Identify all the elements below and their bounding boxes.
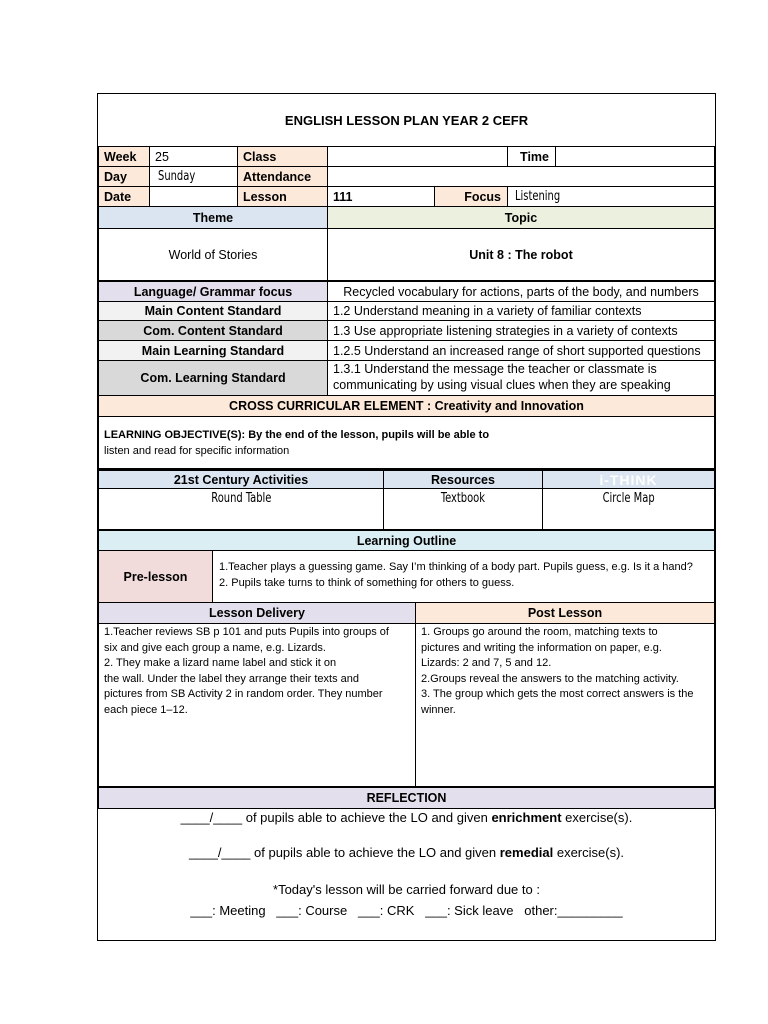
theme-label: Theme	[98, 206, 328, 229]
main-content-standard-value: 1.2 Understand meaning in a variety of familiar contexts	[327, 301, 715, 321]
enrichment-bold: enrichment	[491, 810, 562, 825]
week-label: Week	[98, 146, 150, 167]
com-learning-standard-line1: 1.3.1 Understand the message the teacher or classmate is	[333, 362, 657, 376]
pre-lesson-label: Pre-lesson	[98, 550, 213, 603]
reflection-label: REFLECTION	[98, 787, 715, 809]
learning-objective-heading: LEARNING OBJECTIVE(S): By the end of the lesson, pupils will be able to	[104, 429, 490, 441]
date-value[interactable]	[149, 186, 238, 207]
post-line: pictures and writing the information on paper, e.g.	[421, 641, 662, 654]
com-learning-standard-line2: communicating by using visual clues when they are speaking	[333, 378, 671, 392]
attendance-value[interactable]	[327, 166, 715, 187]
pre-lesson-line1: 1.Teacher plays a guessing game. Say I’m thinking of a body part. Pupils guess, e.g. Is it a hand?	[219, 561, 693, 573]
post-line: 3. The group which gets the most correct answers is the	[421, 688, 694, 700]
post-lesson-content	[415, 623, 715, 787]
ithink-value	[542, 488, 715, 530]
main-content-standard-label: Main Content Standard	[98, 301, 328, 321]
com-content-standard-value: 1.3 Use appropriate listening strategies in a variety of contexts	[327, 320, 715, 341]
resources-value	[383, 488, 543, 530]
learning-objective	[98, 416, 715, 469]
post-line: winner.	[421, 703, 456, 716]
pre-lesson-line2: 2. Pupils take turns to think of something for others to guess.	[219, 576, 515, 589]
lesson-plan-page	[97, 93, 716, 941]
main-learning-standard-value: 1.2.5 Understand an increased range of short supported questions	[327, 340, 715, 361]
cross-curricular-element: CROSS CURRICULAR ELEMENT : Creativity and Innovation	[98, 395, 715, 417]
lesson-delivery-content	[98, 623, 416, 787]
grammar-focus-value: Recycled vocabulary for actions, parts of the body, and numbers	[327, 281, 715, 302]
pre-lesson-content	[212, 550, 715, 603]
learning-objective-text: listen and read for specific information	[104, 445, 290, 457]
topic-value: Unit 8 : The robot	[327, 228, 715, 281]
time-value[interactable]	[555, 146, 715, 167]
remedial-bold: remedial	[499, 845, 554, 860]
class-label: Class	[237, 146, 328, 167]
focus-value[interactable]	[507, 186, 715, 207]
main-learning-standard-label: Main Learning Standard	[98, 340, 328, 361]
reflection-enrichment	[98, 810, 715, 825]
resources-label: Resources	[383, 469, 543, 489]
com-learning-standard-value	[327, 360, 715, 396]
post-lesson-label: Post Lesson	[415, 602, 715, 624]
enrichment-post: exercise(s).	[561, 810, 633, 825]
date-label: Date	[98, 186, 150, 207]
grammar-focus-label: Language/ Grammar focus	[98, 281, 328, 302]
day-label: Day	[98, 166, 150, 187]
topic-label: Topic	[327, 206, 715, 229]
century-activities-value-text: Round Table	[210, 491, 272, 506]
class-value[interactable]	[327, 146, 508, 167]
delivery-line: 2. They make a lizard name label and stick it on	[104, 657, 337, 669]
delivery-line: the wall. Under the label they arrange their texts and	[104, 672, 359, 685]
reflection-remedial	[98, 845, 715, 860]
reflection-content	[98, 808, 715, 940]
day-value[interactable]	[149, 166, 238, 187]
week-value[interactable]: 25	[149, 146, 238, 167]
lesson-value[interactable]: 111	[327, 186, 435, 207]
delivery-line: each piece 1–12.	[104, 703, 188, 716]
enrichment-pre: ____/____ of pupils able to achieve the LO and given	[180, 810, 492, 825]
com-content-standard-label: Com. Content Standard	[98, 320, 328, 341]
lesson-delivery-label: Lesson Delivery	[98, 602, 416, 624]
page-title: ENGLISH LESSON PLAN YEAR 2 CEFR	[284, 112, 529, 128]
post-line: Lizards: 2 and 7, 5 and 12.	[421, 657, 552, 669]
remedial-post: exercise(s).	[553, 845, 625, 860]
day-value-text: Sunday	[158, 169, 196, 184]
ithink-value-text: Circle Map	[602, 491, 655, 506]
post-line: 1. Groups go around the room, matching texts to	[421, 626, 658, 638]
delivery-line: six and give each group a name, e.g. Lizards.	[104, 641, 326, 654]
century-activities-label: 21st Century Activities	[98, 469, 384, 489]
reflection-carried-forward: *Today's lesson will be carried forward due to :	[273, 882, 540, 897]
delivery-line: pictures from SB Activity 2 in random order. They number	[104, 688, 383, 700]
ithink-logo-text: i-THINK	[599, 471, 658, 488]
learning-outline-label: Learning Outline	[98, 530, 715, 551]
focus-value-text: Listening	[515, 189, 561, 204]
reflection-reasons: ___: Meeting ___: Course ___: CRK ___: Sick leave other:_________	[190, 903, 623, 918]
ithink-logo	[542, 469, 715, 489]
post-line: 2.Groups reveal the answers to the matching activity.	[421, 672, 679, 685]
remedial-pre: ____/____ of pupils able to achieve the LO and given	[188, 845, 500, 860]
attendance-label: Attendance	[237, 166, 328, 187]
theme-value: World of Stories	[98, 228, 328, 281]
century-activities-value	[98, 488, 384, 530]
resources-value-text: Textbook	[440, 491, 486, 506]
com-learning-standard-label: Com. Learning Standard	[98, 360, 328, 396]
delivery-line: 1.Teacher reviews SB p 101 and puts Pupils into groups of	[104, 626, 389, 638]
time-label: Time	[507, 146, 556, 167]
lesson-label: Lesson	[237, 186, 328, 207]
focus-label: Focus	[434, 186, 508, 207]
